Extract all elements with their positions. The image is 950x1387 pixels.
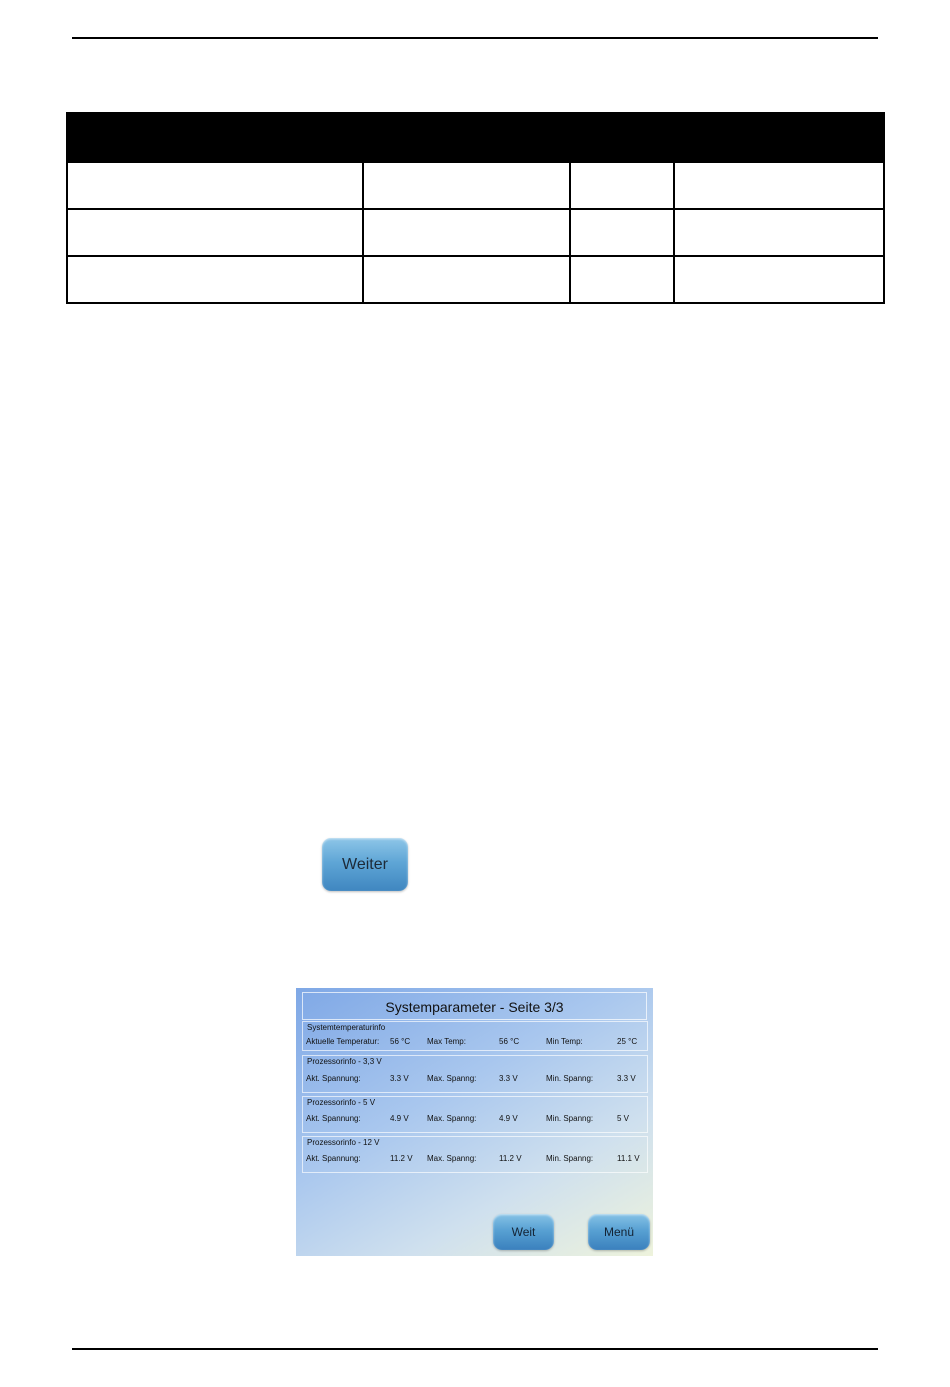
- table-cell: [363, 162, 570, 209]
- table-row: [67, 256, 884, 303]
- min-temperature-value: 25 °C: [617, 1037, 638, 1046]
- min-voltage-label: Min. Spanng:: [546, 1114, 594, 1123]
- table-cell: [570, 209, 674, 256]
- group-label: Prozessorinfo - 12 V: [307, 1138, 380, 1147]
- screen-title-frame: [302, 992, 647, 1020]
- weiter-button-label: Weiter: [342, 855, 388, 873]
- weit-button-label: Weit: [511, 1225, 536, 1239]
- max-voltage-label: Max. Spanng:: [427, 1114, 477, 1123]
- max-voltage-label: Max. Spanng:: [427, 1074, 477, 1083]
- table-cell: [363, 209, 570, 256]
- table-cell: [67, 256, 363, 303]
- current-temperature-value: 56 °C: [390, 1037, 411, 1046]
- min-voltage-value: 3.3 V: [617, 1074, 636, 1083]
- weit-button[interactable]: [493, 1214, 554, 1250]
- min-temperature-label: Min Temp:: [546, 1037, 583, 1046]
- system-parameters-screenshot: [296, 988, 653, 1256]
- table-header-row: [67, 113, 884, 162]
- max-temperature-label: Max Temp:: [427, 1037, 466, 1046]
- current-voltage-label: Akt. Spannung:: [306, 1074, 361, 1083]
- table-row: [67, 162, 884, 209]
- current-voltage-value: 4.9 V: [390, 1114, 409, 1123]
- table-cell: [674, 209, 884, 256]
- group-system-temperature: [302, 1021, 648, 1051]
- menu-button-label: Menü: [603, 1225, 635, 1239]
- table-cell: [674, 162, 884, 209]
- max-voltage-value: 4.9 V: [499, 1114, 518, 1123]
- max-voltage-value: 11.2 V: [499, 1154, 522, 1163]
- table-cell: [67, 162, 363, 209]
- min-voltage-value: 5 V: [617, 1114, 630, 1123]
- menu-button[interactable]: [588, 1214, 650, 1250]
- screen-title: Systemparameter - Seite 3/3: [385, 999, 564, 1015]
- table-cell: [67, 209, 363, 256]
- data-table: [66, 112, 885, 304]
- max-voltage-value: 3.3 V: [499, 1074, 518, 1083]
- table-row: [67, 209, 884, 256]
- group-processor-5v: [302, 1096, 648, 1133]
- min-voltage-value: 11.1 V: [617, 1154, 640, 1163]
- table-header-cell: [570, 113, 884, 162]
- table-cell: [570, 162, 674, 209]
- weiter-button-illustration: [322, 838, 408, 891]
- current-voltage-label: Akt. Spannung:: [306, 1114, 361, 1123]
- table-cell: [674, 256, 884, 303]
- table-cell: [570, 256, 674, 303]
- table-cell: [363, 256, 570, 303]
- group-label: Prozessorinfo - 3,3 V: [307, 1057, 382, 1066]
- header-rule: [72, 37, 878, 39]
- table-header-cell: [363, 113, 570, 162]
- group-processor-12v: [302, 1136, 648, 1173]
- current-temperature-label: Aktuelle Temperatur:: [306, 1037, 380, 1046]
- min-voltage-label: Min. Spanng:: [546, 1074, 594, 1083]
- footer-rule: [72, 1348, 878, 1350]
- group-label: Prozessorinfo - 5 V: [307, 1098, 376, 1107]
- group-processor-3v3: [302, 1055, 648, 1093]
- max-voltage-label: Max. Spanng:: [427, 1154, 477, 1163]
- current-voltage-value: 11.2 V: [390, 1154, 413, 1163]
- current-voltage-label: Akt. Spannung:: [306, 1154, 361, 1163]
- group-label: Systemtemperaturinfo: [307, 1023, 386, 1032]
- min-voltage-label: Min. Spanng:: [546, 1154, 594, 1163]
- table-header-cell: [67, 113, 363, 162]
- current-voltage-value: 3.3 V: [390, 1074, 409, 1083]
- max-temperature-value: 56 °C: [499, 1037, 520, 1046]
